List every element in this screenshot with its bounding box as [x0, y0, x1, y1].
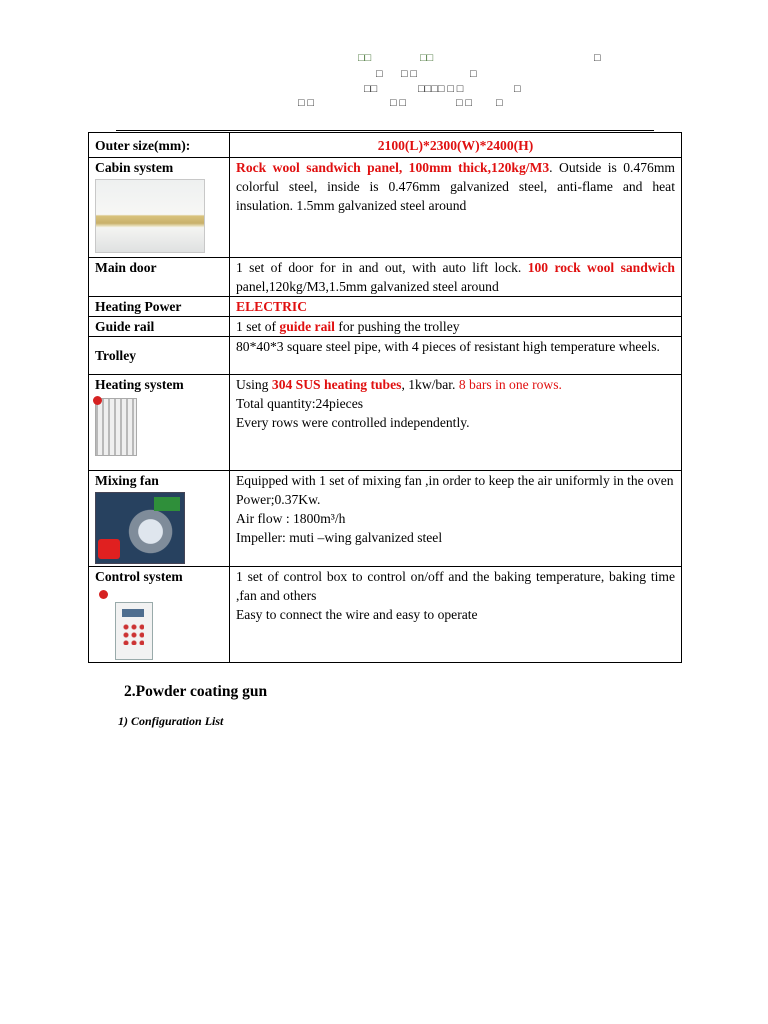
highlight-text: Rock wool sandwich panel, 100mm thick,120kg/M3 [236, 160, 550, 175]
row-label-cell [89, 375, 230, 471]
highlight-text: 304 SUS heating tubes [271, 377, 402, 392]
header-glyph: □ [594, 52, 601, 64]
brand-logo-icon [99, 590, 108, 599]
display-screen-icon [122, 609, 144, 617]
body-text: Using [236, 377, 272, 392]
header-glyph: □ □ [456, 97, 473, 109]
table-row [89, 375, 682, 471]
brand-logo-wrap [95, 586, 223, 596]
sandwich-panel-image [95, 179, 205, 253]
header-glyph: □ [376, 68, 383, 80]
table-row [89, 471, 682, 567]
row-value [230, 375, 682, 471]
row-value [230, 258, 682, 297]
header-divider [116, 130, 654, 131]
buttons-icon [122, 623, 144, 645]
row-value [230, 471, 682, 567]
body-text: 1 set of [236, 319, 280, 334]
header-glyph: □ [496, 97, 503, 109]
row-label-cell [89, 158, 230, 258]
row-value [230, 567, 682, 663]
highlight-text: guide rail [279, 319, 335, 334]
row-value [230, 317, 682, 337]
row-value: 80*40*3 square steel pipe, with 4 pieces of resistant high temperature wheels. [230, 337, 682, 375]
control-box-image [115, 602, 153, 660]
text-line: Air flow : 1800m³/h [236, 511, 346, 526]
table-row [89, 297, 682, 317]
garbled-header [0, 0, 768, 120]
body-text: , 1kw/bar. [401, 377, 459, 392]
row-label-cell [89, 567, 230, 663]
row-value: 2100(L)*2300(W)*2400(H) [230, 133, 682, 158]
row-label: Guide rail [89, 317, 230, 337]
text-line: Impeller: muti –wing galvanized steel [236, 530, 443, 545]
row-label: Outer size(mm): [89, 133, 230, 158]
spec-table [88, 132, 682, 663]
text-line [236, 375, 675, 394]
text-line: Equipped with 1 set of mixing fan ,in order to keep the air uniformly in the oven [236, 473, 674, 488]
header-glyph: □ □ [390, 97, 407, 109]
row-value [230, 158, 682, 258]
row-label: Trolley [89, 337, 230, 375]
table-row [89, 337, 682, 375]
brand-logo-icon [93, 396, 102, 405]
header-glyph: □ □ [298, 97, 315, 109]
body-text: for pushing the trolley [334, 319, 460, 334]
header-glyph: □□ [364, 83, 378, 95]
row-label: Control system [95, 569, 183, 584]
row-label: Cabin system [95, 160, 174, 175]
row-label-cell [89, 471, 230, 567]
heating-tubes-image [95, 398, 137, 456]
text-line: 1 set of control box to control on/off and the baking temperature, baking time ,fan and others [236, 569, 675, 603]
badge-icon [98, 539, 120, 559]
row-value: ELECTRIC [230, 297, 682, 317]
header-glyph: □ [514, 83, 521, 95]
text-line: Total quantity:24pieces [236, 396, 364, 411]
mixing-fan-image [95, 492, 185, 564]
header-glyph: □ [470, 68, 477, 80]
header-glyph: □□ [420, 52, 434, 64]
text-line: Every rows were controlled independently. [236, 415, 470, 430]
header-glyph: □ □ [401, 68, 418, 80]
row-label: Heating Power [89, 297, 230, 317]
text-line: Power;0.37Kw. [236, 492, 321, 507]
row-label: Mixing fan [95, 473, 159, 488]
section-title: 2.Powder coating gun [124, 683, 268, 700]
text-line: Easy to connect the wire and easy to operate [236, 607, 478, 622]
body-text: . Outside is 0.476mm colorful steel, inside is 0.476mm galvanized steel, anti-flame and heat insulation. 1.5mm galvanized steel around [236, 160, 675, 213]
row-label: Heating system [95, 377, 184, 392]
body-text: 1 set of door for in and out, with auto lift lock. [236, 260, 528, 275]
table-row [89, 158, 682, 258]
body-text: panel,120kg/M3,1.5mm galvanized steel around [236, 279, 499, 294]
label-icon [154, 497, 180, 511]
table-row [89, 317, 682, 337]
header-glyph: □□□□ □ □ [418, 83, 464, 95]
section-subtitle: 1) Configuration List [118, 714, 224, 728]
header-glyph: □□ [358, 52, 372, 64]
table-row [89, 133, 682, 158]
table-row [89, 258, 682, 297]
highlight-text: 100 rock wool sandwich [527, 260, 675, 275]
table-row [89, 567, 682, 663]
highlight-text: 8 bars in one rows. [458, 377, 562, 392]
row-label: Main door [89, 258, 230, 297]
